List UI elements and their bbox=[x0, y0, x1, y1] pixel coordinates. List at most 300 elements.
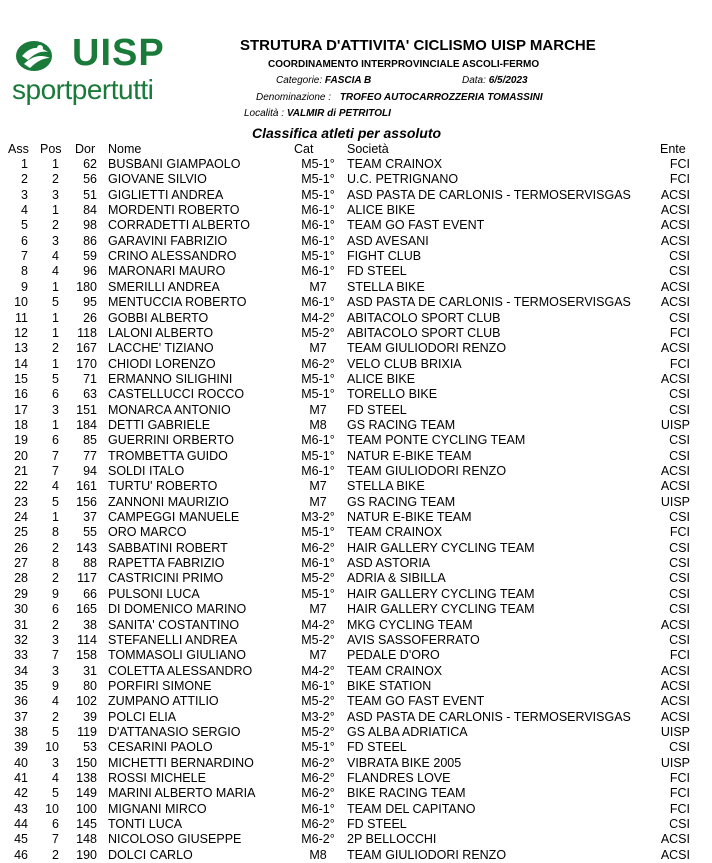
cell-soc: FD STEEL bbox=[347, 264, 407, 279]
table-row bbox=[0, 234, 712, 249]
cell-cat: M8 bbox=[309, 847, 327, 862]
cell-nome: MORDENTI ROBERTO bbox=[108, 203, 240, 218]
cell-dor: 59 bbox=[83, 249, 97, 264]
cell-ass: 15 bbox=[14, 371, 28, 386]
cell-nome: NICOLOSO GIUSEPPE bbox=[108, 832, 242, 847]
cell-cat: M6-1° bbox=[301, 433, 335, 448]
cell-soc: HAIR GALLERY CYCLING TEAM bbox=[347, 586, 535, 601]
table-row bbox=[0, 725, 712, 740]
cell-cat: M5-2° bbox=[301, 325, 335, 340]
cell-soc: HAIR GALLERY CYCLING TEAM bbox=[347, 602, 535, 617]
cell-dor: 100 bbox=[76, 801, 97, 816]
cell-pos: 8 bbox=[52, 556, 59, 571]
cell-pos: 1 bbox=[52, 510, 59, 525]
cell-pos: 5 bbox=[52, 724, 59, 739]
cell-ass: 25 bbox=[14, 525, 28, 540]
cell-soc: ASD AVESANI bbox=[347, 233, 429, 248]
table-row bbox=[0, 311, 712, 326]
cell-soc: ASD PASTA DE CARLONIS - TERMOSERVISGAS bbox=[347, 709, 631, 724]
cell-cat: M6-2° bbox=[301, 755, 335, 770]
cell-ente: CSI bbox=[669, 310, 690, 325]
cell-soc: BIKE STATION bbox=[347, 678, 432, 693]
cell-nome: TONTI LUCA bbox=[108, 817, 183, 832]
table-row bbox=[0, 618, 712, 633]
cell-nome: MENTUCCIA ROBERTO bbox=[108, 295, 247, 310]
cell-ass: 18 bbox=[14, 417, 28, 432]
cell-pos: 7 bbox=[52, 648, 59, 663]
table-row bbox=[0, 786, 712, 801]
cell-soc: ABITACOLO SPORT CLUB bbox=[347, 325, 501, 340]
cell-ente: ACSI bbox=[660, 341, 690, 356]
cell-ente: UISP bbox=[660, 755, 690, 770]
cell-cat: M5-1° bbox=[301, 172, 335, 187]
cell-ente: FCI bbox=[669, 771, 690, 785]
cell-soc: U.C. PETRIGNANO bbox=[347, 172, 459, 187]
col-header-nome: Nome bbox=[108, 142, 142, 156]
data-label: Data: bbox=[462, 75, 486, 86]
cell-dor: 117 bbox=[77, 571, 97, 586]
cell-soc: GS RACING TEAM bbox=[347, 494, 456, 509]
cell-pos: 5 bbox=[52, 786, 59, 801]
cell-cat: M5-2° bbox=[301, 724, 335, 739]
cell-ass: 27 bbox=[14, 556, 28, 571]
cell-soc: ALICE BIKE bbox=[347, 203, 416, 218]
table-row bbox=[0, 679, 712, 694]
cell-soc: TEAM DEL CAPITANO bbox=[347, 801, 476, 816]
cell-cat: M8 bbox=[309, 417, 327, 432]
cell-ass: 11 bbox=[15, 310, 28, 325]
cell-ente: FCI bbox=[669, 325, 690, 340]
cell-nome: CRINO ALESSANDRO bbox=[108, 249, 237, 264]
cell-soc: STELLA BIKE bbox=[347, 479, 425, 494]
cell-dor: 86 bbox=[83, 233, 97, 248]
cell-cat: M5-1° bbox=[301, 586, 335, 601]
cell-ass: 40 bbox=[14, 755, 28, 770]
cell-nome: RAPETTA FABRIZIO bbox=[108, 556, 225, 571]
cell-dor: 145 bbox=[76, 817, 97, 832]
cell-nome: PULSONI LUCA bbox=[108, 586, 200, 601]
cell-ass: 38 bbox=[14, 724, 28, 739]
cell-cat: M7 bbox=[309, 341, 327, 356]
cell-ass: 46 bbox=[14, 847, 28, 862]
cell-ass: 22 bbox=[14, 479, 28, 494]
cell-ente: CSI bbox=[669, 540, 690, 555]
cell-ass: 3 bbox=[21, 187, 28, 202]
cell-ente: ACSI bbox=[660, 464, 690, 478]
col-header-societa: Società bbox=[347, 142, 389, 156]
cell-cat: M4-2° bbox=[301, 310, 335, 325]
cell-ass: 34 bbox=[14, 663, 28, 678]
cell-ass: 33 bbox=[14, 648, 28, 663]
cell-ente: ACSI bbox=[660, 187, 690, 202]
cell-dor: 167 bbox=[76, 341, 97, 356]
cell-nome: TROMBETTA GUIDO bbox=[108, 448, 228, 463]
cell-ass: 10 bbox=[14, 295, 28, 310]
cell-pos: 6 bbox=[52, 387, 59, 402]
cell-pos: 4 bbox=[52, 479, 59, 494]
categorie-label: Categorie: bbox=[276, 75, 323, 86]
cell-ente: FCI bbox=[669, 648, 690, 663]
table-row bbox=[0, 848, 712, 863]
cell-nome: DI DOMENICO MARINO bbox=[108, 602, 247, 617]
table-row bbox=[0, 280, 712, 295]
ranking-title: Classifica atleti per assoluto bbox=[252, 125, 442, 141]
table-row bbox=[0, 802, 712, 817]
cell-soc: FD STEEL bbox=[347, 402, 407, 417]
cell-soc: HAIR GALLERY CYCLING TEAM bbox=[347, 540, 535, 555]
table-row bbox=[0, 602, 712, 617]
cell-pos: 3 bbox=[52, 755, 59, 770]
cell-pos: 2 bbox=[52, 709, 59, 724]
cell-ass: 5 bbox=[21, 218, 28, 233]
cell-soc: TEAM GIULIODORI RENZO bbox=[347, 341, 507, 356]
cell-pos: 1 bbox=[52, 279, 59, 294]
cell-dor: 71 bbox=[83, 371, 97, 386]
cell-ente: ACSI bbox=[660, 203, 690, 218]
cell-pos: 1 bbox=[52, 417, 59, 432]
cell-soc: TEAM GO FAST EVENT bbox=[347, 218, 485, 233]
cell-ente: CSI bbox=[669, 556, 690, 571]
table-row bbox=[0, 403, 712, 418]
cell-nome: D'ATTANASIO SERGIO bbox=[108, 724, 241, 739]
cell-ass: 4 bbox=[21, 203, 28, 218]
cell-nome: MICHETTI BERNARDINO bbox=[108, 755, 254, 770]
cell-pos: 2 bbox=[52, 571, 59, 586]
cell-nome: SOLDI ITALO bbox=[108, 464, 185, 478]
cell-cat: M6-2° bbox=[301, 832, 335, 847]
cell-nome: BUSBANI GIAMPAOLO bbox=[108, 157, 241, 171]
table-row bbox=[0, 571, 712, 586]
cell-cat: M5-2° bbox=[301, 571, 335, 586]
cell-soc: NATUR E-BIKE TEAM bbox=[347, 448, 472, 463]
cell-soc: ALICE BIKE bbox=[347, 371, 416, 386]
cell-soc: 2P BELLOCCHI bbox=[347, 832, 437, 847]
table-row bbox=[0, 203, 712, 218]
cell-cat: M7 bbox=[309, 402, 327, 417]
cell-cat: M5-2° bbox=[301, 632, 335, 647]
cell-cat: M6-1° bbox=[301, 678, 335, 693]
cell-nome: CASTELLUCCI ROCCO bbox=[108, 387, 245, 402]
cell-nome: GARAVINI FABRIZIO bbox=[108, 233, 228, 248]
cell-nome: DOLCI CARLO bbox=[108, 847, 193, 862]
cell-ass: 29 bbox=[14, 586, 28, 601]
cell-nome: SABBATINI ROBERT bbox=[108, 540, 228, 555]
document-subtitle: COORDINAMENTO INTERPROVINCIALE ASCOLI-FERMO bbox=[268, 59, 540, 70]
cell-ass: 21 bbox=[14, 464, 28, 478]
denominazione-value: TROFEO AUTOCARROZZERIA TOMASSINI bbox=[339, 92, 543, 103]
cell-dor: 184 bbox=[76, 417, 97, 432]
cell-pos: 1 bbox=[52, 203, 59, 218]
cell-soc: TEAM GIULIODORI RENZO bbox=[347, 464, 507, 478]
cell-cat: M3-2° bbox=[301, 709, 335, 724]
cell-ass: 42 bbox=[14, 786, 28, 801]
cell-dor: 180 bbox=[76, 279, 97, 294]
localita-line bbox=[244, 108, 391, 119]
cell-pos: 6 bbox=[52, 602, 59, 617]
cell-nome: ERMANNO SILIGHINI bbox=[108, 371, 233, 386]
cell-pos: 2 bbox=[52, 341, 59, 356]
cell-pos: 1 bbox=[52, 325, 59, 340]
document-title: STRUTURA D'ATTIVITA' CICLISMO UISP MARCHE bbox=[240, 37, 596, 54]
cell-cat: M7 bbox=[309, 494, 327, 509]
cell-dor: 114 bbox=[77, 632, 97, 647]
cell-cat: M6-2° bbox=[301, 817, 335, 832]
cell-nome: ROSSI MICHELE bbox=[108, 771, 206, 785]
cell-ass: 44 bbox=[14, 817, 28, 832]
cell-ente: ACSI bbox=[660, 678, 690, 693]
cell-soc: MKG CYCLING TEAM bbox=[347, 617, 473, 632]
cell-ente: UISP bbox=[660, 494, 690, 509]
table-row bbox=[0, 464, 712, 479]
cell-pos: 1 bbox=[52, 157, 59, 171]
cell-ente: CSI bbox=[669, 571, 690, 586]
cell-cat: M6-1° bbox=[301, 556, 335, 571]
cell-nome: MARONARI MAURO bbox=[108, 264, 226, 279]
cell-ass: 28 bbox=[14, 571, 28, 586]
table-row bbox=[0, 587, 712, 602]
cell-ass: 41 bbox=[14, 771, 28, 785]
cell-ass: 16 bbox=[14, 387, 28, 402]
table-row bbox=[0, 157, 712, 172]
table-row bbox=[0, 188, 712, 203]
cell-pos: 7 bbox=[52, 448, 59, 463]
cell-soc: BIKE RACING TEAM bbox=[347, 786, 466, 801]
cell-cat: M5-1° bbox=[301, 387, 335, 402]
table-row bbox=[0, 710, 712, 725]
cell-pos: 4 bbox=[52, 694, 59, 709]
cell-dor: 170 bbox=[76, 356, 97, 371]
cell-nome: COLETTA ALESSANDRO bbox=[108, 663, 253, 678]
cell-dor: 119 bbox=[77, 724, 97, 739]
cell-ass: 13 bbox=[14, 341, 28, 356]
denominazione-line bbox=[256, 92, 543, 103]
table-row bbox=[0, 418, 712, 433]
cell-cat: M7 bbox=[309, 602, 327, 617]
cell-dor: 66 bbox=[83, 586, 97, 601]
cell-pos: 6 bbox=[52, 817, 59, 832]
col-header-ass: Ass bbox=[8, 142, 29, 156]
cell-pos: 3 bbox=[52, 632, 59, 647]
cell-pos: 3 bbox=[52, 187, 59, 202]
cell-dor: 161 bbox=[76, 479, 97, 494]
table-row bbox=[0, 756, 712, 771]
cell-pos: 5 bbox=[52, 371, 59, 386]
cell-ass: 31 bbox=[14, 617, 28, 632]
cell-soc: GS RACING TEAM bbox=[347, 417, 456, 432]
cell-nome: CORRADETTI ALBERTO bbox=[108, 218, 250, 233]
cell-ente: ACSI bbox=[660, 663, 690, 678]
cell-dor: 63 bbox=[83, 387, 97, 402]
cell-ente: CSI bbox=[669, 433, 690, 448]
cell-cat: M4-2° bbox=[301, 617, 335, 632]
cell-dor: 37 bbox=[83, 510, 97, 525]
cell-dor: 148 bbox=[76, 832, 97, 847]
cell-soc: VELO CLUB BRIXIA bbox=[347, 356, 462, 371]
cell-soc: VIBRATA BIKE 2005 bbox=[347, 755, 462, 770]
cell-nome: SMERILLI ANDREA bbox=[108, 279, 220, 294]
cell-cat: M5-1° bbox=[301, 525, 335, 540]
cell-dor: 55 bbox=[83, 525, 97, 540]
cell-ente: ACSI bbox=[660, 371, 690, 386]
cell-nome: TURTU' ROBERTO bbox=[108, 479, 218, 494]
data-line bbox=[462, 75, 528, 86]
cell-nome: MONARCA ANTONIO bbox=[108, 402, 231, 417]
cell-nome: TOMMASOLI GIULIANO bbox=[108, 648, 246, 663]
cell-soc: TEAM PONTE CYCLING TEAM bbox=[347, 433, 526, 448]
cell-dor: 98 bbox=[83, 218, 97, 233]
cell-dor: 39 bbox=[83, 709, 97, 724]
cell-dor: 143 bbox=[76, 540, 97, 555]
cell-soc: ASD ASTORIA bbox=[347, 556, 431, 571]
cell-ente: FCI bbox=[669, 525, 690, 540]
cell-dor: 158 bbox=[76, 648, 97, 663]
cell-cat: M6-2° bbox=[301, 356, 335, 371]
cell-soc: PEDALE D'ORO bbox=[347, 648, 440, 663]
cell-pos: 9 bbox=[52, 678, 59, 693]
cell-ente: FCI bbox=[669, 157, 690, 171]
table-row bbox=[0, 372, 712, 387]
cell-nome: STEFANELLI ANDREA bbox=[108, 632, 238, 647]
cell-dor: 77 bbox=[83, 448, 97, 463]
table-row bbox=[0, 633, 712, 648]
cell-cat: M5-1° bbox=[301, 249, 335, 264]
cell-ass: 1 bbox=[21, 157, 28, 171]
cell-dor: 94 bbox=[83, 464, 97, 478]
cell-soc: TEAM GIULIODORI RENZO bbox=[347, 847, 507, 862]
cell-cat: M5-1° bbox=[301, 740, 335, 755]
cell-pos: 3 bbox=[52, 233, 59, 248]
cell-ente: CSI bbox=[669, 740, 690, 755]
cell-ass: 14 bbox=[14, 356, 28, 371]
table-row bbox=[0, 694, 712, 709]
cell-ente: CSI bbox=[669, 264, 690, 279]
col-header-cat: Cat bbox=[294, 142, 314, 156]
col-header-ente: Ente bbox=[660, 142, 686, 156]
cell-pos: 2 bbox=[52, 218, 59, 233]
logo-tagline: sportpertutti bbox=[12, 74, 154, 105]
cell-dor: 51 bbox=[83, 187, 97, 202]
cell-ente: ACSI bbox=[660, 295, 690, 310]
cell-cat: M6-1° bbox=[301, 801, 335, 816]
table-row bbox=[0, 525, 712, 540]
cell-ente: CSI bbox=[669, 510, 690, 525]
cell-pos: 1 bbox=[52, 310, 59, 325]
table-row bbox=[0, 541, 712, 556]
cell-ass: 6 bbox=[21, 233, 28, 248]
cell-cat: M5-2° bbox=[301, 694, 335, 709]
cell-dor: 118 bbox=[77, 325, 97, 340]
cell-soc: FLANDRES LOVE bbox=[347, 771, 451, 785]
cell-nome: ZANNONI MAURIZIO bbox=[108, 494, 229, 509]
cell-soc: ABITACOLO SPORT CLUB bbox=[347, 310, 501, 325]
table-row bbox=[0, 449, 712, 464]
cell-dor: 149 bbox=[76, 786, 97, 801]
cell-cat: M7 bbox=[309, 648, 327, 663]
cell-dor: 85 bbox=[83, 433, 97, 448]
cell-nome: GUERRINI ORBERTO bbox=[108, 433, 234, 448]
table-row bbox=[0, 495, 712, 510]
cell-cat: M6-2° bbox=[301, 540, 335, 555]
cell-pos: 7 bbox=[52, 464, 59, 478]
table-row bbox=[0, 326, 712, 341]
cell-soc: FIGHT CLUB bbox=[347, 249, 422, 264]
cell-nome: CHIODI LORENZO bbox=[108, 356, 216, 371]
categorie-line bbox=[276, 75, 371, 86]
cell-pos: 1 bbox=[52, 356, 59, 371]
cell-soc: TEAM CRAINOX bbox=[347, 663, 443, 678]
cell-nome: CESARINI PAOLO bbox=[108, 740, 213, 755]
logo-text: UISP bbox=[72, 32, 165, 74]
cell-nome: MIGNANI MIRCO bbox=[108, 801, 207, 816]
cell-pos: 4 bbox=[52, 264, 59, 279]
categorie-value: FASCIA B bbox=[324, 75, 372, 86]
cell-ente: FCI bbox=[669, 801, 690, 816]
cell-cat: M6-1° bbox=[301, 295, 335, 310]
cell-ente: ACSI bbox=[660, 218, 690, 233]
cell-cat: M6-1° bbox=[301, 218, 335, 233]
cell-nome: MARINI ALBERTO MARIA bbox=[108, 786, 256, 801]
cell-pos: 3 bbox=[52, 663, 59, 678]
cell-cat: M6-1° bbox=[301, 264, 335, 279]
cell-dor: 26 bbox=[83, 310, 97, 325]
cell-ass: 20 bbox=[14, 448, 28, 463]
cell-dor: 165 bbox=[76, 602, 97, 617]
cell-dor: 151 bbox=[76, 402, 97, 417]
cell-cat: M6-2° bbox=[301, 786, 335, 801]
cell-ente: FCI bbox=[669, 356, 690, 371]
table-row bbox=[0, 740, 712, 755]
cell-cat: M4-2° bbox=[301, 663, 335, 678]
table-row bbox=[0, 664, 712, 679]
cell-nome: SANITA' COSTANTINO bbox=[108, 617, 240, 632]
cell-cat: M5-1° bbox=[301, 187, 335, 202]
cell-dor: 150 bbox=[76, 755, 97, 770]
cell-soc: TEAM CRAINOX bbox=[347, 525, 443, 540]
table-row bbox=[0, 295, 712, 310]
cell-nome: PORFIRI SIMONE bbox=[108, 678, 212, 693]
table-row bbox=[0, 264, 712, 279]
cell-ass: 24 bbox=[14, 510, 28, 525]
table-row bbox=[0, 387, 712, 402]
cell-soc: FD STEEL bbox=[347, 740, 407, 755]
cell-ente: ACSI bbox=[660, 279, 690, 294]
cell-soc: ADRIA & SIBILLA bbox=[347, 571, 446, 586]
cell-dor: 96 bbox=[83, 264, 97, 279]
table-row bbox=[0, 479, 712, 494]
cell-dor: 156 bbox=[76, 494, 97, 509]
cell-ente: FCI bbox=[669, 172, 690, 187]
cell-ente: ACSI bbox=[660, 694, 690, 709]
cell-nome: POLCI ELIA bbox=[108, 709, 177, 724]
cell-dor: 190 bbox=[76, 847, 97, 862]
cell-nome: LACCHE' TIZIANO bbox=[108, 341, 214, 356]
cell-ente: UISP bbox=[660, 417, 690, 432]
cell-nome: CAMPEGGI MANUELE bbox=[108, 510, 240, 525]
cell-soc: TORELLO BIKE bbox=[347, 387, 438, 402]
cyclist-emblem-icon bbox=[14, 38, 68, 74]
cell-nome: GIOVANE SILVIO bbox=[108, 172, 207, 187]
table-row bbox=[0, 510, 712, 525]
col-header-dor: Dor bbox=[75, 142, 96, 156]
cell-ente: CSI bbox=[669, 632, 690, 647]
cell-pos: 8 bbox=[52, 525, 59, 540]
cell-nome: CASTRICINI PRIMO bbox=[108, 571, 224, 586]
cell-ente: CSI bbox=[669, 602, 690, 617]
cell-soc: ASD PASTA DE CARLONIS - TERMOSERVISGAS bbox=[347, 187, 631, 202]
cell-soc: GS ALBA ADRIATICA bbox=[347, 724, 468, 739]
cell-ass: 17 bbox=[14, 402, 28, 417]
cell-ente: CSI bbox=[669, 249, 690, 264]
